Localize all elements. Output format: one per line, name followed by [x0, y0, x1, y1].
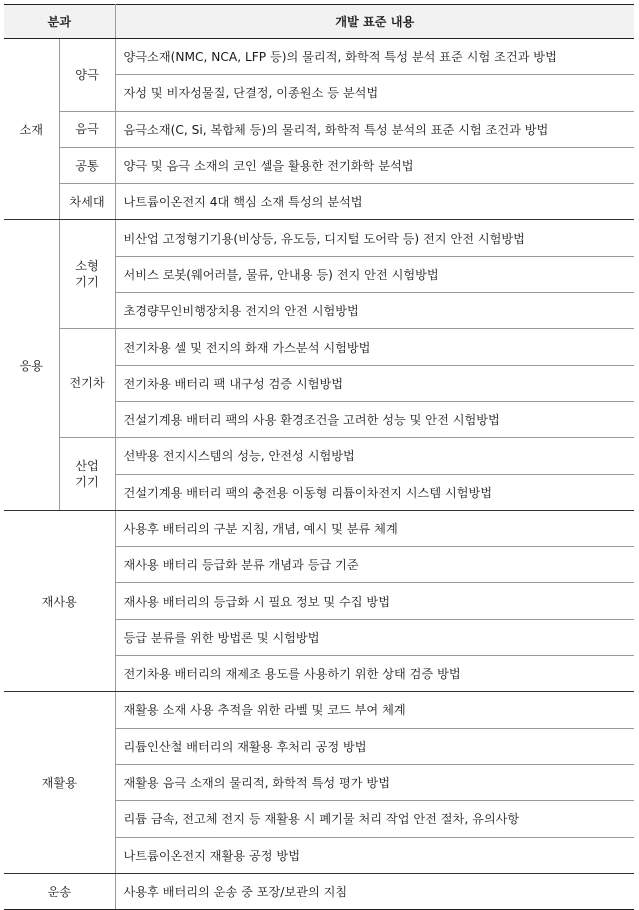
row-item: 건설기계용 배터리 팩의 사용 환경조건을 고려한 성능 및 안전 시험방법 — [115, 401, 634, 437]
table-row — [4, 438, 634, 474]
header-content: 개발 표준 내용 — [115, 5, 634, 39]
sub-small-device — [59, 220, 115, 329]
table-row — [4, 147, 634, 183]
row-item: 리튬 금속, 전고체 전지 등 재활용 시 폐기물 처리 작업 안전 절차, 유의사항 — [115, 801, 634, 837]
table-header-row — [4, 5, 634, 39]
group-transport: 운송 — [4, 873, 115, 909]
sub-common: 공통 — [59, 147, 115, 183]
row-item: 나트륨이온전지 재활용 공정 방법 — [115, 837, 634, 873]
table-row — [4, 873, 634, 909]
row-item: 전기차용 셀 및 전지의 화재 가스분석 시험방법 — [115, 329, 634, 365]
row-item: 사용후 배터리의 운송 중 포장/보관의 지침 — [115, 873, 634, 909]
row-item: 양극소재(NMC, NCA, LFP 등)의 물리적, 화학적 특성 분석 표준 시험 조건과 방법 — [115, 39, 634, 75]
sub-industrial-line2: 기기 — [75, 475, 99, 490]
row-item: 서비스 로봇(웨어러블, 물류, 안내용 등) 전지 안전 시험방법 — [115, 256, 634, 292]
table-row — [4, 111, 634, 147]
row-item: 비산업 고정형기기용(비상등, 유도등, 디지털 도어락 등) 전지 안전 시험방법 — [115, 220, 634, 256]
table-row — [4, 510, 634, 546]
table-row — [4, 329, 634, 365]
sub-ev: 전기차 — [59, 329, 115, 438]
row-item: 재사용 배터리의 등급화 시 필요 정보 및 수집 방법 — [115, 583, 634, 619]
row-item: 선박용 전지시스템의 성능, 안전성 시험방법 — [115, 438, 634, 474]
row-item: 건설기계용 배터리 팩의 충전용 이동형 리튬이차전지 시스템 시험방법 — [115, 474, 634, 510]
sub-anode: 음극 — [59, 111, 115, 147]
row-item: 재활용 소재 사용 추적을 위한 라벨 및 코드 부여 체계 — [115, 692, 634, 728]
row-item: 재활용 음극 소재의 물리적, 화학적 특성 평가 방법 — [115, 764, 634, 800]
row-item: 초경량무인비행장치용 전지의 안전 시험방법 — [115, 293, 634, 329]
row-item: 재사용 배터리 등급화 분류 개념과 등급 기준 — [115, 547, 634, 583]
sub-next-gen: 차세대 — [59, 184, 115, 220]
table-row — [4, 39, 634, 75]
row-item: 양극 및 음극 소재의 코인 셀을 활용한 전기화학 분석법 — [115, 147, 634, 183]
sub-industrial-line1: 산업 — [75, 459, 99, 474]
standards-table — [4, 4, 634, 910]
row-item: 전기차용 배터리의 재제조 용도를 사용하기 위한 상태 검증 방법 — [115, 656, 634, 692]
row-item: 자성 및 비자성물질, 단결정, 이종원소 등 분석법 — [115, 75, 634, 111]
group-application: 응용 — [4, 220, 59, 510]
row-item: 등급 분류를 위한 방법론 및 시험방법 — [115, 619, 634, 655]
table-row — [4, 220, 634, 256]
sub-industrial-device — [59, 438, 115, 511]
sub-cathode: 양극 — [59, 39, 115, 112]
table-row — [4, 692, 634, 728]
sub-small-device-line1: 소형 — [75, 259, 99, 274]
group-materials: 소재 — [4, 39, 59, 220]
row-item: 사용후 배터리의 구분 지침, 개념, 예시 및 분류 체계 — [115, 510, 634, 546]
row-item: 전기차용 배터리 팩 내구성 검증 시험방법 — [115, 365, 634, 401]
row-item: 음극소재(C, Si, 복합체 등)의 물리적, 화학적 특성 분석의 표준 시험 조건과 방법 — [115, 111, 634, 147]
header-division: 분과 — [4, 5, 115, 39]
sub-small-device-line2: 기기 — [75, 275, 99, 290]
row-item: 리튬인산철 배터리의 재활용 후처리 공정 방법 — [115, 728, 634, 764]
row-item: 나트륨이온전지 4대 핵심 소재 특성의 분석법 — [115, 184, 634, 220]
group-recycle: 재활용 — [4, 692, 115, 873]
table-row — [4, 184, 634, 220]
group-reuse: 재사용 — [4, 510, 115, 691]
